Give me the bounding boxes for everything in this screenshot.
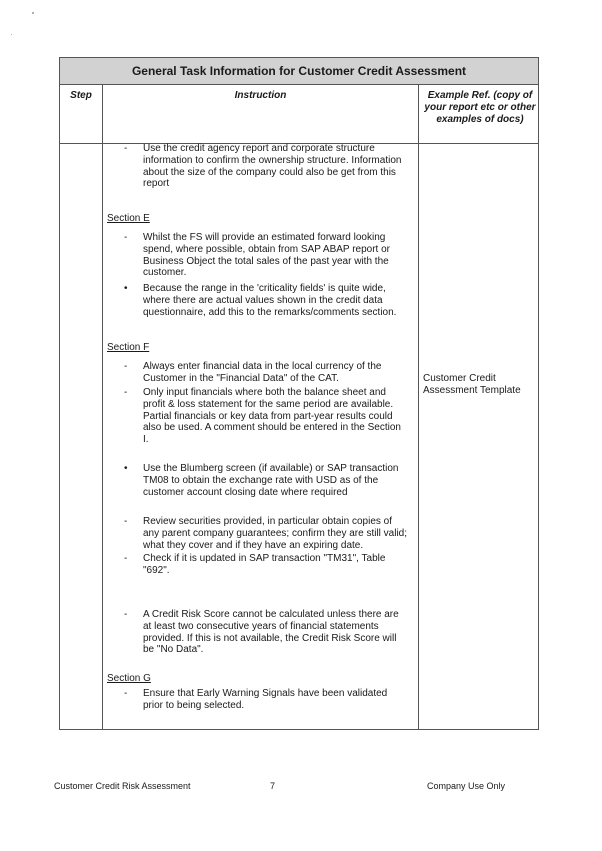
list-item: Use the Blumberg screen (if available) or SAP transaction TM08 to obtain the exchange rate with USD as of the customer account closing date where required	[143, 463, 399, 498]
list-marker: -	[124, 143, 128, 154]
header-instruction: Instruction	[234, 90, 287, 101]
list-item: Only input financials where both the balance sheet and profit & loss statement for the same period are available. Partial financials or key data from part-year results could also be used. A comment should be entered in the Section I.	[143, 387, 401, 446]
footer-classification: Company Use Only	[427, 781, 506, 791]
section-heading: Section E	[107, 213, 150, 224]
list-marker: -	[124, 553, 128, 564]
list-item: Review securities provided, in particular obtain copies of any parent company guarantees; confirm they are still valid; what they cover and if they have an expiring date.	[143, 516, 408, 551]
header-example-ref: Example Ref. (copy of your report etc or other examples of docs)	[424, 90, 536, 125]
list-item: Use the credit agency report and corporate structure information to confirm the ownership structure. Information about the size of the company could also be get from this report	[143, 143, 402, 190]
list-item: Check if it is updated in SAP transaction "TM31", Table "692".	[143, 553, 386, 576]
table-title: General Task Information for Customer Credit Assessment	[60, 58, 538, 85]
list-item: Ensure that Early Warning Signals have been validated prior to being selected.	[143, 688, 388, 711]
header-step: Step	[70, 90, 92, 101]
list-marker: -	[124, 387, 128, 398]
example-ref-text: Customer Credit Assessment Template	[423, 373, 521, 396]
page-number: 7	[270, 781, 276, 791]
list-item: Whilst the FS will provide an estimated forward looking spend, where possible, obtain from SAP ABAP report or Business Object the total sales of the past year with the customer.	[143, 232, 390, 279]
list-marker: -	[124, 516, 128, 527]
section-heading: Section F	[107, 342, 150, 353]
list-item: Because the range in the 'criticality fields' is quite wide, where there are actual values shown in the credit data questionnaire, add this to the remarks/comments section.	[143, 283, 397, 318]
list-marker: -	[124, 232, 128, 243]
list-marker: -	[124, 361, 128, 372]
list-item: A Credit Risk Score cannot be calculated unless there are at least two consecutive years of financial statements provided. If this is not available, the Credit Risk Score will be "No Data".	[143, 609, 399, 656]
list-item: Always enter financial data in the local currency of the Customer in the "Financial Data" of the CAT.	[143, 361, 382, 384]
list-marker: •	[124, 463, 128, 474]
column-divider-ref	[418, 84, 419, 729]
list-marker: -	[124, 609, 128, 620]
list-marker: -	[124, 688, 128, 699]
column-divider-step	[102, 84, 103, 729]
footer-document-title: Customer Credit Risk Assessment	[54, 781, 191, 791]
scan-speck	[32, 12, 34, 14]
list-marker: •	[124, 283, 128, 294]
section-heading: Section G	[107, 673, 151, 684]
scan-speck	[11, 34, 12, 35]
